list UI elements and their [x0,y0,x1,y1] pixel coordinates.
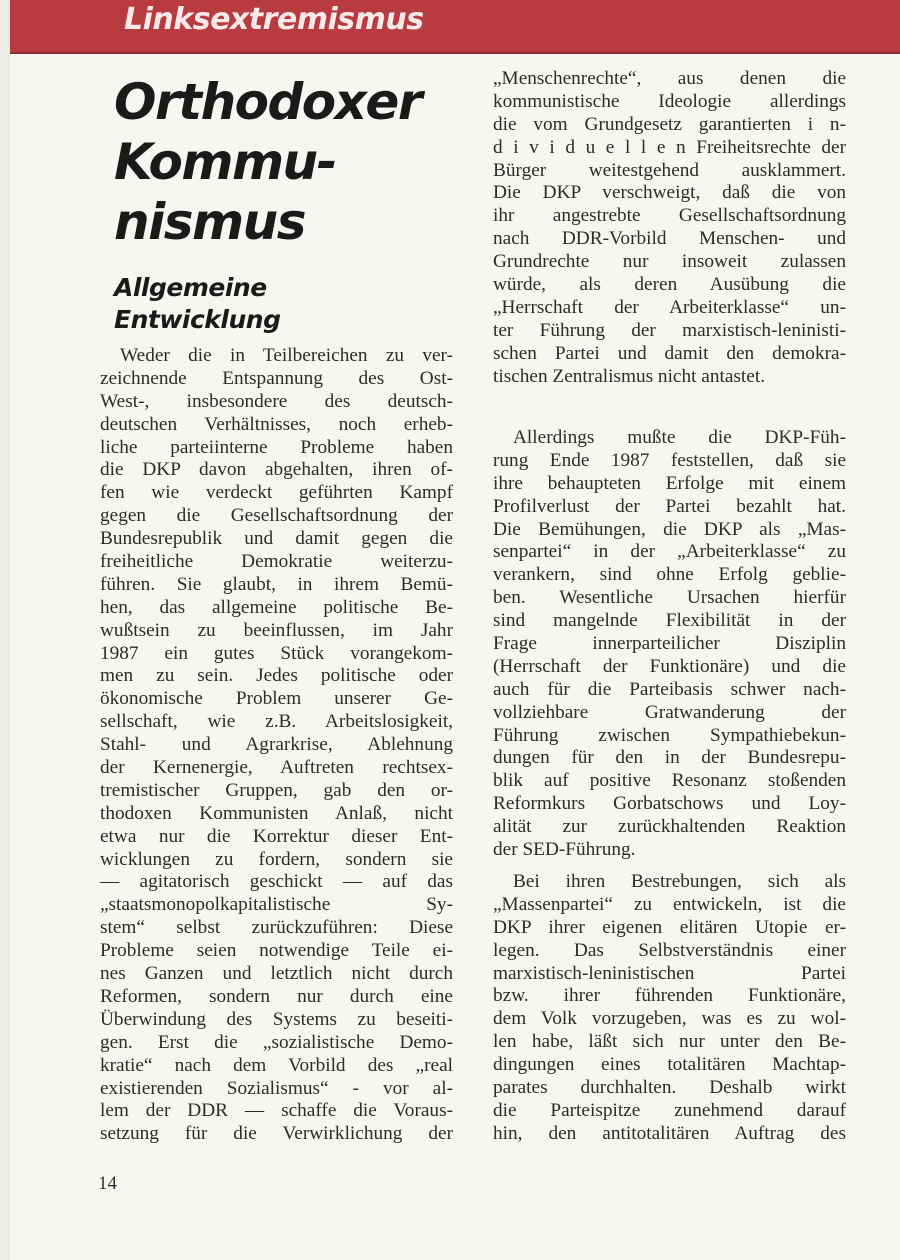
text-line: dem Volk vorzugeben, was es zu wol- [493,1008,846,1030]
text-line: thodoxen Kommunisten Anlaß, nicht [100,802,453,824]
text-line: Probleme seien notwendige Teile ei- [100,940,453,962]
text-line: nes Ganzen und letztlich nicht durch [100,963,453,985]
text-line: kratie“ nach dem Vorbild des „real [100,1054,453,1076]
text-line: der Kernenergie, Auftreten rechtsex- [100,757,453,779]
text-line: rung Ende 1987 feststellen, daß sie [493,449,846,471]
chapter-title [114,72,454,252]
page-edge [0,0,10,1260]
text-line: liche parteiinterne Probleme haben [100,436,453,458]
text-line: senpartei“ in der „Arbeiterklasse“ zu [493,541,846,563]
text-line: die DKP davon abgehalten, ihren of- [100,459,453,481]
text-line: Reformkurs Gorbatschows und Loy- [493,793,846,815]
text-line: tremistischer Gruppen, gab den or- [100,779,453,801]
text-line: lem der DDR — schaffe die Voraus- [100,1100,453,1122]
text-line: len habe, läßt sich nur unter den Be- [493,1031,846,1053]
text-line: führen. Sie glaubt, in ihrem Bemü- [100,573,453,595]
text-line: Weder die in Teilbereichen zu ver- [120,345,453,366]
text-line: alität zur zurückhaltenden Reaktion [493,816,846,838]
text-line: würde, als deren Ausübung die [493,274,846,296]
text-line: 1987 ein gutes Stück vorangekom- [100,642,453,664]
text-line: „Massenpartei“ zu entwickeln, ist die [493,893,846,915]
text-line: marxistisch-leninistischen Partei [493,962,846,984]
text-line: ökonomische Problem unserer Ge- [100,688,453,710]
page-number: 14 [98,1173,117,1194]
text-line: ter Führung der marxistisch-leninisti- [493,319,846,341]
text-line: „Menschenrechte“, aus denen die [493,68,846,89]
right-column-paragraph-2 [493,427,846,862]
text-line: verankern, sind ohne Erfolg geblie- [493,564,846,586]
text-line: sind mangelnde Flexibilität in der [493,610,846,632]
section-banner [10,0,900,54]
text-line: „staatsmonopolkapitalistische Sy- [100,894,453,916]
text-line: Überwindung des Systems zu beseiti- [100,1008,453,1030]
text-line: schen Partei und damit den demokra- [493,342,846,364]
text-line: bzw. ihrer führenden Funktionäre, [493,985,846,1007]
text-line: Profilverlust der Partei bezahlt hat. [493,495,846,517]
text-line: wicklungen zu fordern, sondern sie [100,848,453,870]
text-line: Bei ihren Bestrebungen, sich als [513,871,846,892]
text-line: nach DDR-Vorbild Menschen- und [493,228,846,250]
text-line: Bürger weitestgehend ausklammert. [493,159,846,181]
text-line: Die Bemühungen, die DKP als „Mas- [493,518,846,540]
text-line: der SED-Führung. [493,839,636,861]
text-line: auch für die Parteibasis schwer nach- [493,678,846,700]
text-line: West-, insbesondere des deutsch- [100,390,453,412]
text-line: Die DKP verschweigt, daß die von [493,182,846,204]
section-heading-line: Allgemeine [114,273,267,302]
text-line: dingungen eines totalitären Machtap- [493,1054,846,1076]
text-line: existierenden Sozialismus“ - vor al- [100,1077,453,1099]
banner-title: Linksextremismus [124,2,424,37]
text-line: gen. Erst die „sozialistische Demo- [100,1031,453,1053]
text-line: sellschaft, wie z.B. Arbeitslosigkeit, [100,711,453,733]
text-line: die vom Grundgesetz garantierten i n- [493,113,846,135]
right-column-paragraph-3 [493,871,846,1146]
chapter-title-line: Orthodoxer [114,73,421,131]
text-line: men zu sein. Jedes politische oder [100,665,453,687]
section-heading [114,272,454,336]
text-line: setzung für die Verwirklichung der [100,1123,453,1145]
text-line: (Herrschaft der Funktionäre) und die [493,655,846,677]
chapter-title-line: nismus [114,193,305,251]
text-line: zeichnende Entspannung des Ost- [100,367,453,389]
text-line: fen wie verdeckt geführten Kampf [100,482,453,504]
text-line: hin, den antitotalitären Auftrag des [493,1122,846,1144]
text-line: parates durchhalten. Deshalb wirkt [493,1077,846,1099]
text-line: etwa nur die Korrektur dieser Ent- [100,825,453,847]
text-line: legen. Das Selbstverständnis einer [493,939,846,961]
right-column-paragraph-1 [493,68,846,388]
text-line: ihre behaupteten Erfolge mit einem [493,472,846,494]
text-line: Führung zwischen Sympathiebekun- [493,724,846,746]
text-line: ben. Wesentliche Ursachen hierfür [493,587,846,609]
text-line: d i v i d u e l l e n Freiheitsrechte der [493,136,846,158]
text-line: freiheitliche Demokratie weiterzu- [100,551,453,573]
text-line: stem“ selbst zurückzuführen: Diese [100,917,453,939]
text-line: blik auf positive Resonanz stoßenden [493,770,846,792]
text-line: Stahl- und Agrarkrise, Ablehnung [100,734,453,756]
text-line: Grundrechte nur insoweit zulassen [493,251,846,273]
text-line: wußtsein zu beeinflussen, im Jahr [100,619,453,641]
text-line: kommunistische Ideologie allerdings [493,90,846,112]
chapter-title-line: Kommu- [114,133,336,191]
text-line: Bundesrepublik und damit gegen die [100,528,453,550]
text-line: gegen die Gesellschaftsordnung der [100,505,453,527]
text-line: tischen Zentralismus nicht antastet. [493,365,766,387]
text-line: — agitatorisch geschickt — auf das [100,871,453,893]
text-line: DKP ihrer eigenen elitären Utopie er- [493,916,846,938]
text-line: deutschen Verhältnisses, noch erheb- [100,413,453,435]
text-line: ihr angestrebte Gesellschaftsordnung [493,205,846,227]
text-line: vollziehbare Gratwanderung der [493,701,846,723]
text-line: hen, das allgemeine politische Be- [100,596,453,618]
left-column-paragraph [100,345,453,1146]
text-line: die Parteispitze zunehmend darauf [493,1099,846,1121]
text-line: Reformen, sondern nur durch eine [100,985,453,1007]
text-line: Frage innerparteilicher Disziplin [493,633,846,655]
text-line: „Herrschaft der Arbeiterklasse“ un- [493,296,846,318]
text-line: dungen für den in der Bundesrepu- [493,747,846,769]
section-heading-line: Entwicklung [114,305,281,334]
text-line: Allerdings mußte die DKP-Füh- [513,427,846,448]
